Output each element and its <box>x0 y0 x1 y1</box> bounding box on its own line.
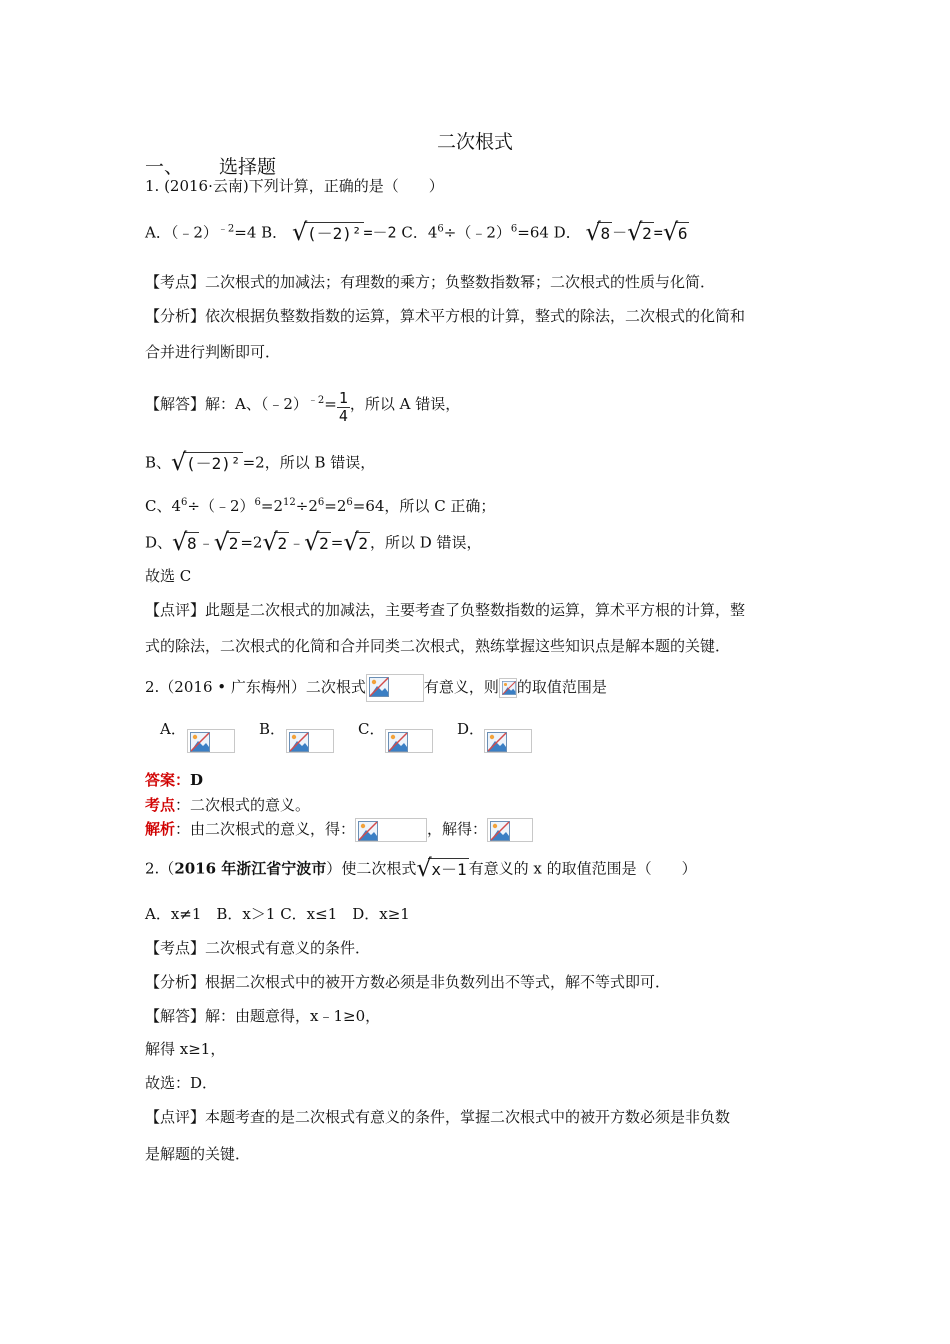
q2a-option-b: B． <box>259 720 286 738</box>
broken-image-icon <box>484 729 532 753</box>
q2b-header: 2.（2016 年浙江省宁波市）使二次根式 √ x－1 有意义的 x 的取值范围是（ ） <box>145 854 697 882</box>
q1-jieda-c: C、$4^6\div(﹣2)^6=2^{12}\div 2^6=2^6=64$，所以 C 正确； <box>145 497 496 515</box>
q1-jieda-a: 【解答】解：A、（﹣2）$^{﹣2}$= $\frac{1}{4}$ ，所以 A 错误， <box>145 389 461 425</box>
q2b-options: A．x≠1 B．x＞1 C．x≤1 D．x≥1 <box>145 905 410 923</box>
sqrt-expression: √ 8 <box>585 218 611 246</box>
q2a-option-c: C． <box>358 720 385 738</box>
q1-header: 1. (2016·云南)下列计算，正确的是（ ） <box>145 177 444 195</box>
section-name: 选择题 <box>219 156 277 178</box>
sqrt-expression: √ 6 <box>662 218 688 246</box>
fraction: $\frac{1}{4}$ <box>338 389 348 425</box>
q2a-jiexi: 解析：由二次根式的意义，得： ，解得： <box>145 818 533 842</box>
q2b-jieda: 【解答】解：由题意得，x﹣1≥0， <box>145 1007 381 1025</box>
q2b-jiede: 解得 x≥1， <box>145 1040 226 1058</box>
exponent: 12 <box>283 497 296 508</box>
exponent: ﹣2 <box>217 223 235 235</box>
broken-image-icon <box>385 729 433 753</box>
sqrt-expression: √ x－1 <box>416 854 467 882</box>
page-title: 二次根式 <box>436 131 513 153</box>
exponent: 6 <box>346 497 353 508</box>
q1-option-b-rest: =－2 <box>363 223 397 242</box>
q2a-option-a: A． <box>160 720 186 738</box>
exponent: ﹣2 <box>307 395 325 406</box>
question-source: 2016 年浙江省宁波市 <box>174 859 327 878</box>
section-heading <box>145 152 276 179</box>
q2a-header: 2.（2016 • 广东梅州）二次根式 有意义，则 的取值范围是 <box>145 674 607 702</box>
q1-option-a: A．（﹣2） <box>145 223 218 242</box>
section-number: 一、 <box>145 156 184 178</box>
sqrt-expression: √ (－2)² <box>291 218 362 246</box>
q2b-kaodian: 【考点】二次根式有意义的条件． <box>145 939 371 957</box>
q1-dianping-line1: 【点评】此题是二次根式的加减法，主要考查了负整数指数的运算，算术平方根的计算，整 <box>145 601 746 619</box>
q1-option-c-rest: =64 D． <box>517 223 581 242</box>
q2b-fenxi: 【分析】根据二次根式中的被开方数必须是非负数列出不等式，解不等式即可． <box>145 973 671 991</box>
q1-jieda-d: D、 √ 8 ﹣ √ 2 =2 √ 2 ﹣ √ 2 = √ 2 ，所以 D 错误， <box>145 528 482 556</box>
q2b-dianping-line1: 【点评】本题考查的是二次根式有意义的条件，掌握二次根式中的被开方数必须是非负数 <box>145 1108 731 1126</box>
minus-sign: － <box>612 223 628 242</box>
broken-image-icon <box>366 674 424 702</box>
sqrt-expression: √ 2 <box>343 528 368 556</box>
sqrt-expression: √ (－2)² <box>171 448 241 476</box>
exponent: 6 <box>437 223 444 235</box>
broken-image-icon <box>187 729 235 753</box>
q2a-option-d: D． <box>457 720 485 738</box>
exponent: 6 <box>181 497 188 508</box>
q2b-dianping-line2: 是解题的关键． <box>145 1145 251 1163</box>
sqrt-expression: √ 8 <box>172 528 197 556</box>
broken-image-icon <box>286 729 334 753</box>
q1-fenxi-line2: 合并进行判断即可． <box>145 343 281 361</box>
broken-image-icon <box>499 678 517 698</box>
q2a-answer: 答案：D <box>145 771 204 789</box>
exponent: 6 <box>254 497 261 508</box>
sqrt-expression: √ 2 <box>627 218 652 246</box>
q1-guxuan: 故选 C <box>145 567 192 585</box>
exponent: 6 <box>510 223 518 235</box>
q1-dianping-line2: 式的除法，二次根式的化简和合并同类二次根式，熟练掌握这些知识点是解本题的关键． <box>145 637 731 655</box>
q1-fenxi-line1: 【分析】依次根据负整数指数的运算，算术平方根的计算，整式的除法，二次根式的化简和 <box>145 307 746 325</box>
q1-options <box>145 218 689 246</box>
broken-image-icon <box>487 818 533 842</box>
sqrt-expression: √ 2 <box>304 528 329 556</box>
q2b-guxuan: 故选：D． <box>145 1074 218 1092</box>
q1-jieda-b: B、 √ (－2)² =2，所以 B 错误， <box>145 448 376 476</box>
equals-sign: = <box>653 223 663 242</box>
broken-image-icon <box>355 818 427 842</box>
q1-option-a-rest: =4 B． <box>234 223 288 242</box>
q1-kaodian: 【考点】二次根式的加减法；有理数的乘方；负整数指数幂；二次根式的性质与化简． <box>145 273 716 291</box>
sqrt-expression: √ 2 <box>262 528 288 556</box>
q1-option-c-mid: ÷（﹣2） <box>443 223 511 242</box>
q2a-kaodian: 考点：二次根式的意义。 <box>145 796 311 814</box>
q1-option-c: C．4 <box>401 223 438 242</box>
exponent: 6 <box>317 497 325 508</box>
sqrt-expression: √ 2 <box>213 528 239 556</box>
